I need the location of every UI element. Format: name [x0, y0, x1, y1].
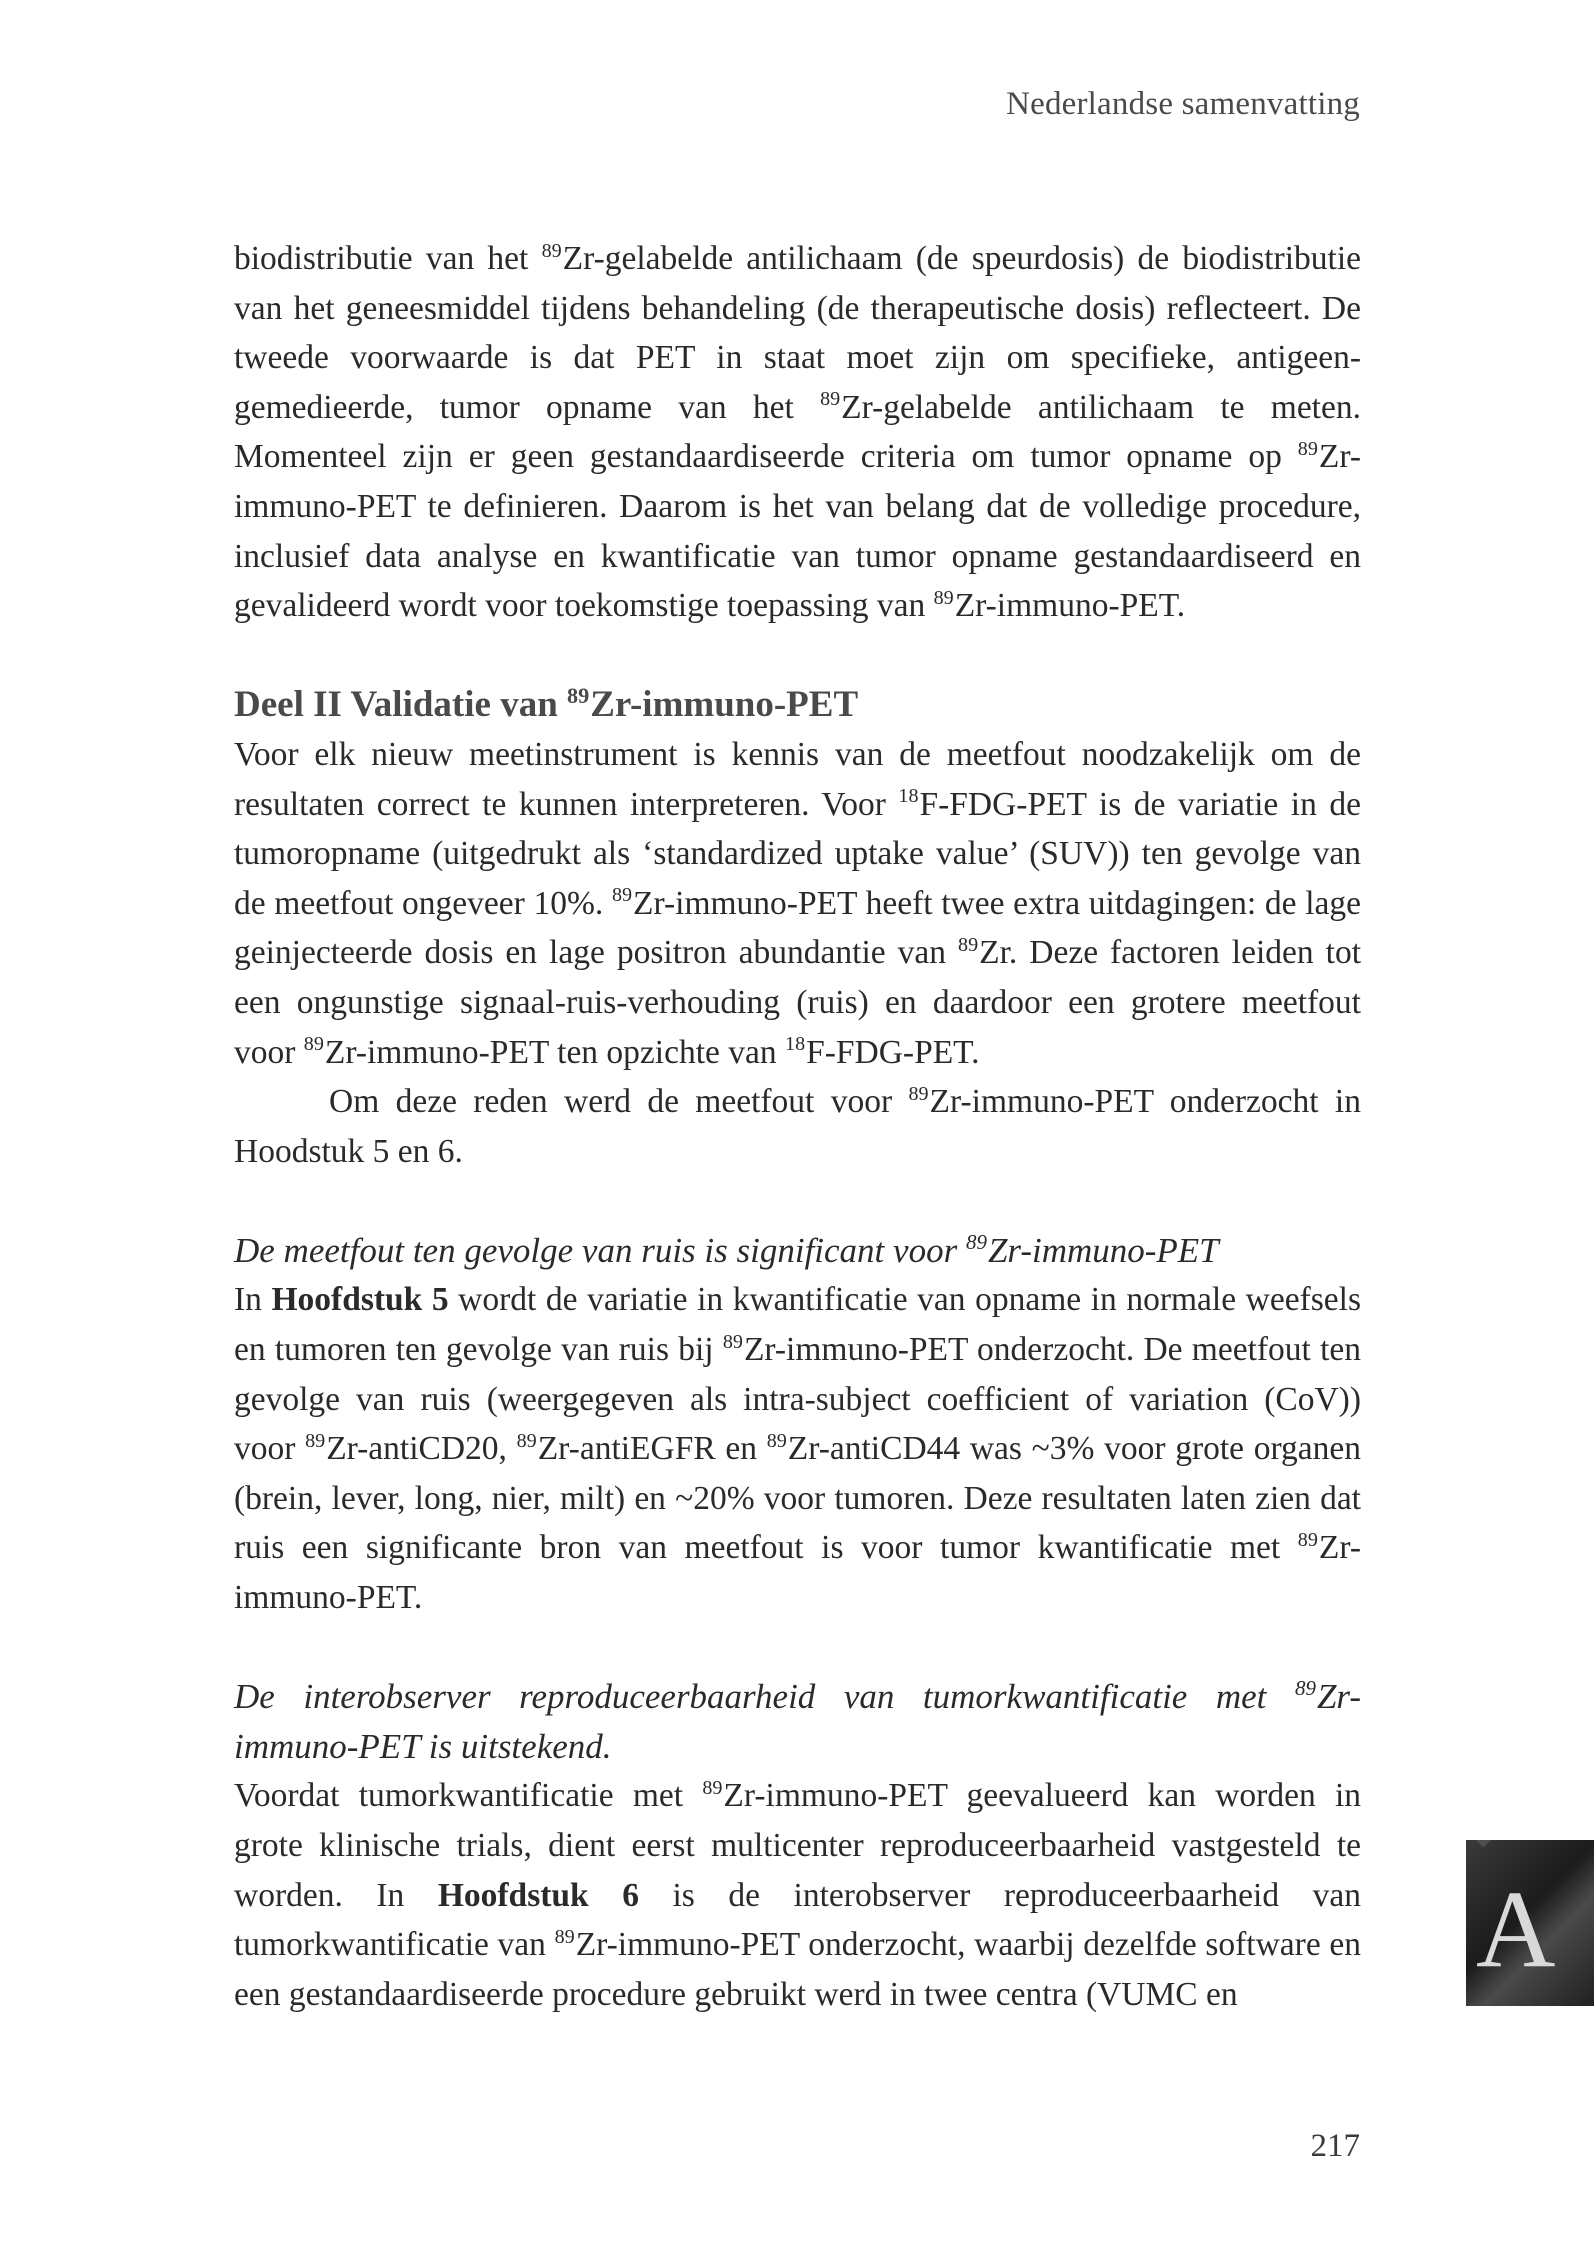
thumb-tab-letter: A	[1476, 1868, 1556, 1990]
spacer	[234, 1623, 1361, 1673]
isotope-mass-number: 89	[722, 1330, 743, 1353]
isotope-mass-number: 89	[567, 682, 590, 708]
isotope-mass-number: 89	[820, 388, 841, 411]
isotope-mass-number: 89	[305, 1429, 326, 1452]
isotope-mass-number: 89	[554, 1925, 575, 1948]
isotope-mass-number: 89	[908, 1082, 929, 1105]
spacer	[234, 631, 1361, 681]
isotope-mass-number: 89	[1294, 1676, 1316, 1701]
page-number: 217	[1310, 2128, 1360, 2164]
isotope-mass-number: 18	[785, 1033, 806, 1056]
intro-paragraph: biodistributie van het $^{89}$Zr-gelabelde antilichaam (de speurdosis) de biodistributie van het geneesmiddel tijdens behandeling (de therapeutische dosis) reflecteert. De tweede voorwaarde is dat PET in staat moet zijn om specifieke, antigeen-gemedieerde, tumor opname van het $^{89}$Zr-gelabelde antilichaam te meten. Momenteel zijn er geen gestandaardiseerde criteria om tumor opname op $^{89}$Zr-immuno-PET te definieren. Daarom is het van belang dat de volledige procedure, inclusief data analyse en kwantificatie van tumor opname gestandaardiseerd en gevalideerd wordt voor toekomstige toepassing van $^{89}$Zr-immuno-PET.	[234, 239, 1362, 625]
spacer	[234, 1176, 1361, 1226]
isotope-mass-number: 18	[898, 785, 919, 808]
section-2-paragraph-1: Voor elk nieuw meetinstrument is kennis van de meetfout noodzakelijk om de resultaten correct te kunnen interpreteren. Voor $^{18}$F-FDG-PET is de variatie in de tumoropname (uitgedrukt als ‘standardized uptake value’ (SUV)) ten gevolge van de meetfout ongeveer 10%. $^{89}$Zr-immuno-PET heeft twee extra uitdagingen: de lage geinjecteerde dosis en lage positron abundantie van $^{89}$Zr. Deze factoren leiden tot een ongunstige signaal-ruis-verhouding (ruis) en daardoor een grotere meetfout voor $^{89}$Zr-immuno-PET ten opzichte van $^{18}$F-FDG-PET.	[234, 735, 1362, 1071]
subsection-interobserver-paragraph: Voordat tumorkwantificatie met $^{89}$Zr-immuno-PET geevalueerd kan worden in grote klinische trials, dient eerst multicenter reproduceerbaarheid vastgesteld te worden. In Hoofdstuk 6 is de interobserver reproduceerbaarheid van tumorkwantificatie van $^{89}$Zr-immuno-PET onderzocht, waarbij dezelfde software en een gestandaardiseerde procedure gebruikt werd in twee centra (VUMC en	[234, 1776, 1361, 2013]
chapter-reference: Hoofdstuk 6	[437, 1876, 639, 1914]
isotope-mass-number: 89	[702, 1776, 723, 1799]
running-header: Nederlandse samenvatting	[1006, 86, 1360, 122]
subsection-noise-paragraph: In Hoofdstuk 5 wordt de variatie in kwantificatie van opname in normale weefsels en tumoren ten gevolge van ruis bij $^{89}$Zr-immuno-PET onderzocht. De meetfout ten gevolge van ruis (weergegeven als intra-subject coefficient of variation (CoV)) voor $^{89}$Zr-antiCD20, $^{89}$Zr-antiEGFR en $^{89}$Zr-antiCD44 was ~3% voor grote organen (brein, lever, long, nier, milt) en ~20% voor tumoren. Deze resultaten laten zien dat ruis een significante bron van meetfout is voor tumor kwantificatie met $^{89}$Zr-immuno-PET.	[234, 1281, 1361, 1617]
section-2-paragraph-2: Om deze reden werd de meetfout voor $^{89}$Zr-immuno-PET onderzocht in Hoodstuk 5 en 6.	[234, 1082, 1361, 1170]
page-body	[234, 234, 1361, 2019]
isotope-mass-number: 89	[611, 884, 633, 907]
subsection-heading-noise: De meetfout ten gevolge van ruis is significant voor $^{89}$Zr-immuno-PET	[234, 1229, 1219, 1270]
subsection-heading-interobserver: De interobserver reproduceerbaarheid van tumorkwantificatie met $^{89}$Zr-immuno-PET is uitstekend.	[234, 1676, 1361, 1766]
isotope-mass-number: 89	[933, 586, 954, 609]
isotope-mass-number: 89	[965, 1229, 987, 1254]
isotope-mass-number: 89	[958, 933, 979, 956]
isotope-mass-number: 89	[1297, 437, 1318, 460]
chapter-thumb-tab	[1466, 1840, 1594, 2006]
isotope-mass-number: 89	[541, 239, 562, 262]
isotope-mass-number: 89	[1297, 1528, 1318, 1551]
isotope-mass-number: 89	[516, 1429, 537, 1452]
isotope-mass-number: 89	[303, 1033, 324, 1056]
chapter-reference: Hoofdstuk 5	[271, 1281, 449, 1319]
isotope-mass-number: 89	[766, 1429, 787, 1452]
section-heading-deel-2: Deel II Validatie van $^{89}$Zr-immuno-PET	[234, 682, 859, 726]
